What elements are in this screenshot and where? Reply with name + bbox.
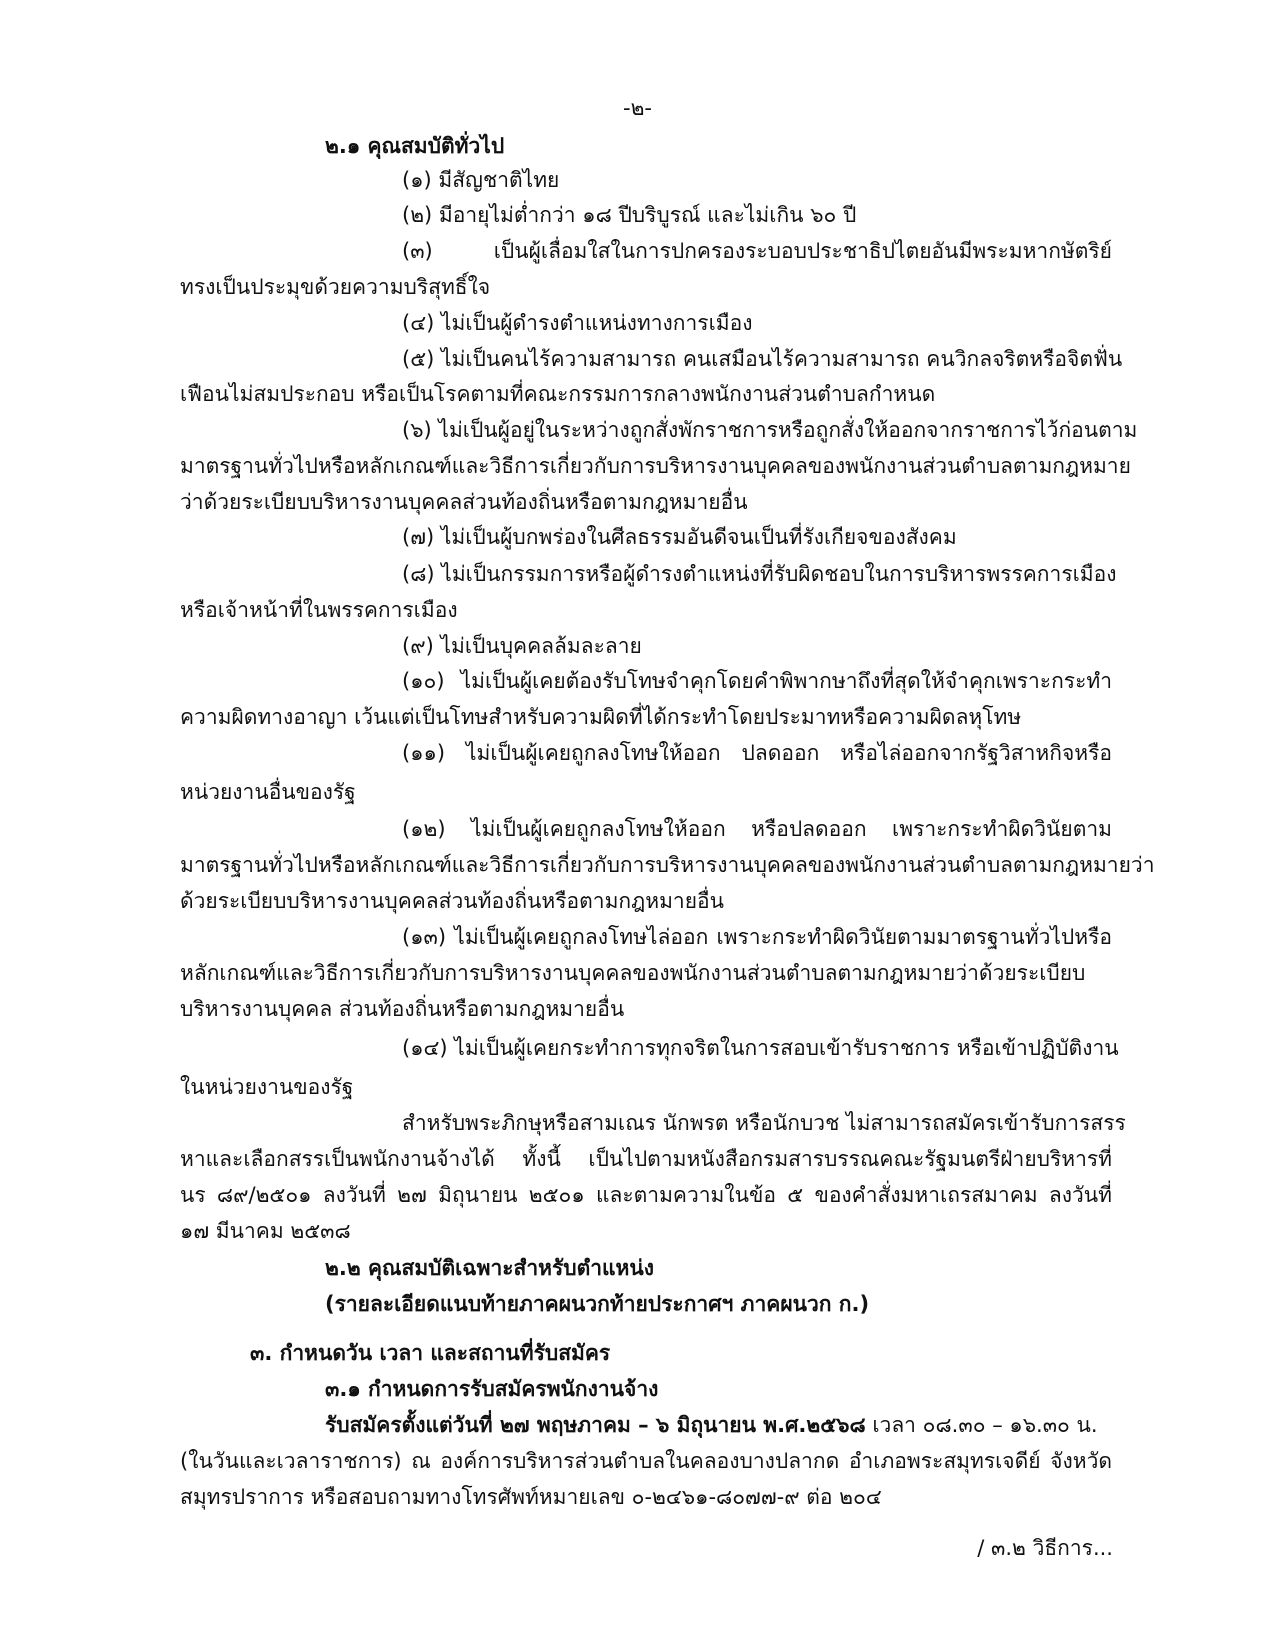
qualification-item-4: (๔) ไม่เป็นผู้ดำรงตำแหน่งทางการเมือง (402, 311, 753, 335)
application-period-line (325, 1407, 1098, 1443)
qualification-item-10: (๑๐) ไม่เป็นผู้เคยต้องรับโทษจำคุกโดยคำพิพากษาถึงที่สุดให้จำคุกเพราะกระทำ (402, 669, 1112, 693)
qualification-item-11: (๑๑) ไม่เป็นผู้เคยถูกลงโทษให้ออก ปลดออก หรือไล่ออกจากรัฐวิสาหกิจหรือ (402, 741, 1112, 765)
monk-note-line-4: ๑๗ มีนาคม ๒๕๓๘ (180, 1219, 351, 1243)
section-heading-3-1: ๓.๑ กำหนดการรับสมัครพนักงานจ้าง (325, 1377, 659, 1401)
monk-note-line-2: หาและเลือกสรรเป็นพนักงานจ้างได้ ทั้งนี้ เป็นไปตามหนังสือกรมสารบรรณคณะรัฐมนตรีฝ่ายบริหารที่ (180, 1147, 1112, 1171)
section-heading-3: ๓. กำหนดวัน เวลา และสถานที่รับสมัคร (250, 1341, 611, 1365)
qualification-item-7: (๗) ไม่เป็นผู้บกพร่องในศีลธรรมอันดีจนเป็นที่รังเกียจของสังคม (402, 525, 957, 549)
application-location-line-1: (ในวันและเวลาราชการ) ณ องค์การบริหารส่วนตำบลในคลองบางปลากด อำเภอพระสมุทรเจดีย์ จังหวัด (180, 1449, 1112, 1473)
qualification-item-3-cont: ทรงเป็นประมุขด้วยความบริสุทธิ์ใจ (180, 275, 491, 299)
qualification-item-8: (๘) ไม่เป็นกรรมการหรือผู้ดำรงตำแหน่งที่รับผิดชอบในการบริหารพรรคการเมือง (402, 562, 1117, 586)
qualification-item-5: (๕) ไม่เป็นคนไร้ความสามารถ คนเสมือนไร้ความสามารถ คนวิกลจริตหรือจิตฟั่น (402, 347, 1123, 371)
application-hours: เวลา ๐๘.๓๐ – ๑๖.๓๐ น. (865, 1413, 1098, 1437)
qualification-item-11-cont: หน่วยงานอื่นของรัฐ (180, 780, 356, 804)
qualification-item-9: (๙) ไม่เป็นบุคคลล้มละลาย (402, 634, 642, 658)
qualification-item-10-cont: ความผิดทางอาญา เว้นแต่เป็นโทษสำหรับความผิดที่ได้กระทำโดยประมาทหรือความผิดลหุโทษ (180, 705, 1022, 729)
application-location-line-2: สมุทรปราการ หรือสอบถามทางโทรศัพท์หมายเลข ๐-๒๔๖๑-๘๐๗๗-๙ ต่อ ๒๐๔ (180, 1485, 882, 1509)
qualification-item-1: (๑) มีสัญชาติไทย (402, 168, 560, 192)
application-dates: รับสมัครตั้งแต่วันที่ ๒๗ พฤษภาคม – ๖ มิถุนายน พ.ศ.๒๕๖๘ (325, 1413, 866, 1437)
qualification-item-12-cont-1: มาตรฐานทั่วไปหรือหลักเกณฑ์และวิธีการเกี่ยวกับการบริหารงานบุคคลของพนักงานส่วนตำบลตามกฎหมายว่า (180, 853, 1155, 877)
qualification-item-2: (๒) มีอายุไม่ต่ำกว่า ๑๘ ปีบริบูรณ์ และไม่เกิน ๖๐ ปี (402, 203, 857, 227)
qualification-item-12: (๑๒) ไม่เป็นผู้เคยถูกลงโทษให้ออก หรือปลดออก เพราะกระทำผิดวินัยตาม (402, 817, 1112, 841)
section-heading-2-1: ๒.๑ คุณสมบัติทั่วไป (325, 134, 505, 158)
monk-note-line-1: สำหรับพระภิกษุหรือสามเณร นักพรต หรือนักบวช ไม่สามารถสมัครเข้ารับการสรร (402, 1111, 1126, 1135)
qualification-item-6-cont-1: มาตรฐานทั่วไปหรือหลักเกณฑ์และวิธีการเกี่ยวกับการบริหารงานบุคคลของพนักงานส่วนตำบลตามกฎหมาย (180, 454, 1131, 478)
continuation-footer: / ๓.๒ วิธีการ... (977, 1536, 1113, 1560)
page-number: -๒- (623, 96, 652, 120)
qualification-item-5-cont: เฟือนไม่สมประกอบ หรือเป็นโรคตามที่คณะกรรมการกลางพนักงานส่วนตำบลกำหนด (180, 382, 936, 406)
qualification-item-3: (๓) เป็นผู้เลื่อมใสในการปกครองระบอบประชาธิปไตยอันมีพระมหากษัตริย์ (402, 239, 1112, 263)
section-heading-2-2: ๒.๒ คุณสมบัติเฉพาะสำหรับตำแหน่ง (325, 1256, 655, 1280)
qualification-item-6-cont-2: ว่าด้วยระเบียบบริหารงานบุคคลส่วนท้องถิ่นหรือตามกฎหมายอื่น (180, 490, 748, 514)
qualification-item-14-cont: ในหน่วยงานของรัฐ (180, 1075, 354, 1099)
qualification-item-6: (๖) ไม่เป็นผู้อยู่ในระหว่างถูกสั่งพักราชการหรือถูกสั่งให้ออกจากราชการไว้ก่อนตาม (402, 418, 1138, 442)
qualification-item-13-cont-2: บริหารงานบุคคล ส่วนท้องถิ่นหรือตามกฎหมายอื่น (180, 997, 625, 1021)
qualification-item-14: (๑๔) ไม่เป็นผู้เคยกระทำการทุกจริตในการสอบเข้ารับราชการ หรือเข้าปฏิบัติงาน (402, 1036, 1119, 1060)
qualification-item-12-cont-2: ด้วยระเบียบบริหารงานบุคคลส่วนท้องถิ่นหรือตามกฎหมายอื่น (180, 889, 724, 913)
monk-note-line-3: นร ๘๙/๒๕๐๑ ลงวันที่ ๒๗ มิถุนายน ๒๕๐๑ และตามความในข้อ ๕ ของคำสั่งมหาเถรสมาคม ลงวันที่ (180, 1183, 1112, 1207)
section-2-2-detail: (รายละเอียดแนบท้ายภาคผนวกท้ายประกาศฯ ภาคผนวก ก.) (325, 1292, 870, 1316)
qualification-item-8-cont: หรือเจ้าหน้าที่ในพรรคการเมือง (180, 598, 458, 622)
qualification-item-13: (๑๓) ไม่เป็นผู้เคยถูกลงโทษไล่ออก เพราะกระทำผิดวินัยตามมาตรฐานทั่วไปหรือ (402, 925, 1112, 949)
qualification-item-13-cont-1: หลักเกณฑ์และวิธีการเกี่ยวกับการบริหารงานบุคคลของพนักงานส่วนตำบลตามกฎหมายว่าด้วยระเบียบ (180, 961, 1086, 985)
